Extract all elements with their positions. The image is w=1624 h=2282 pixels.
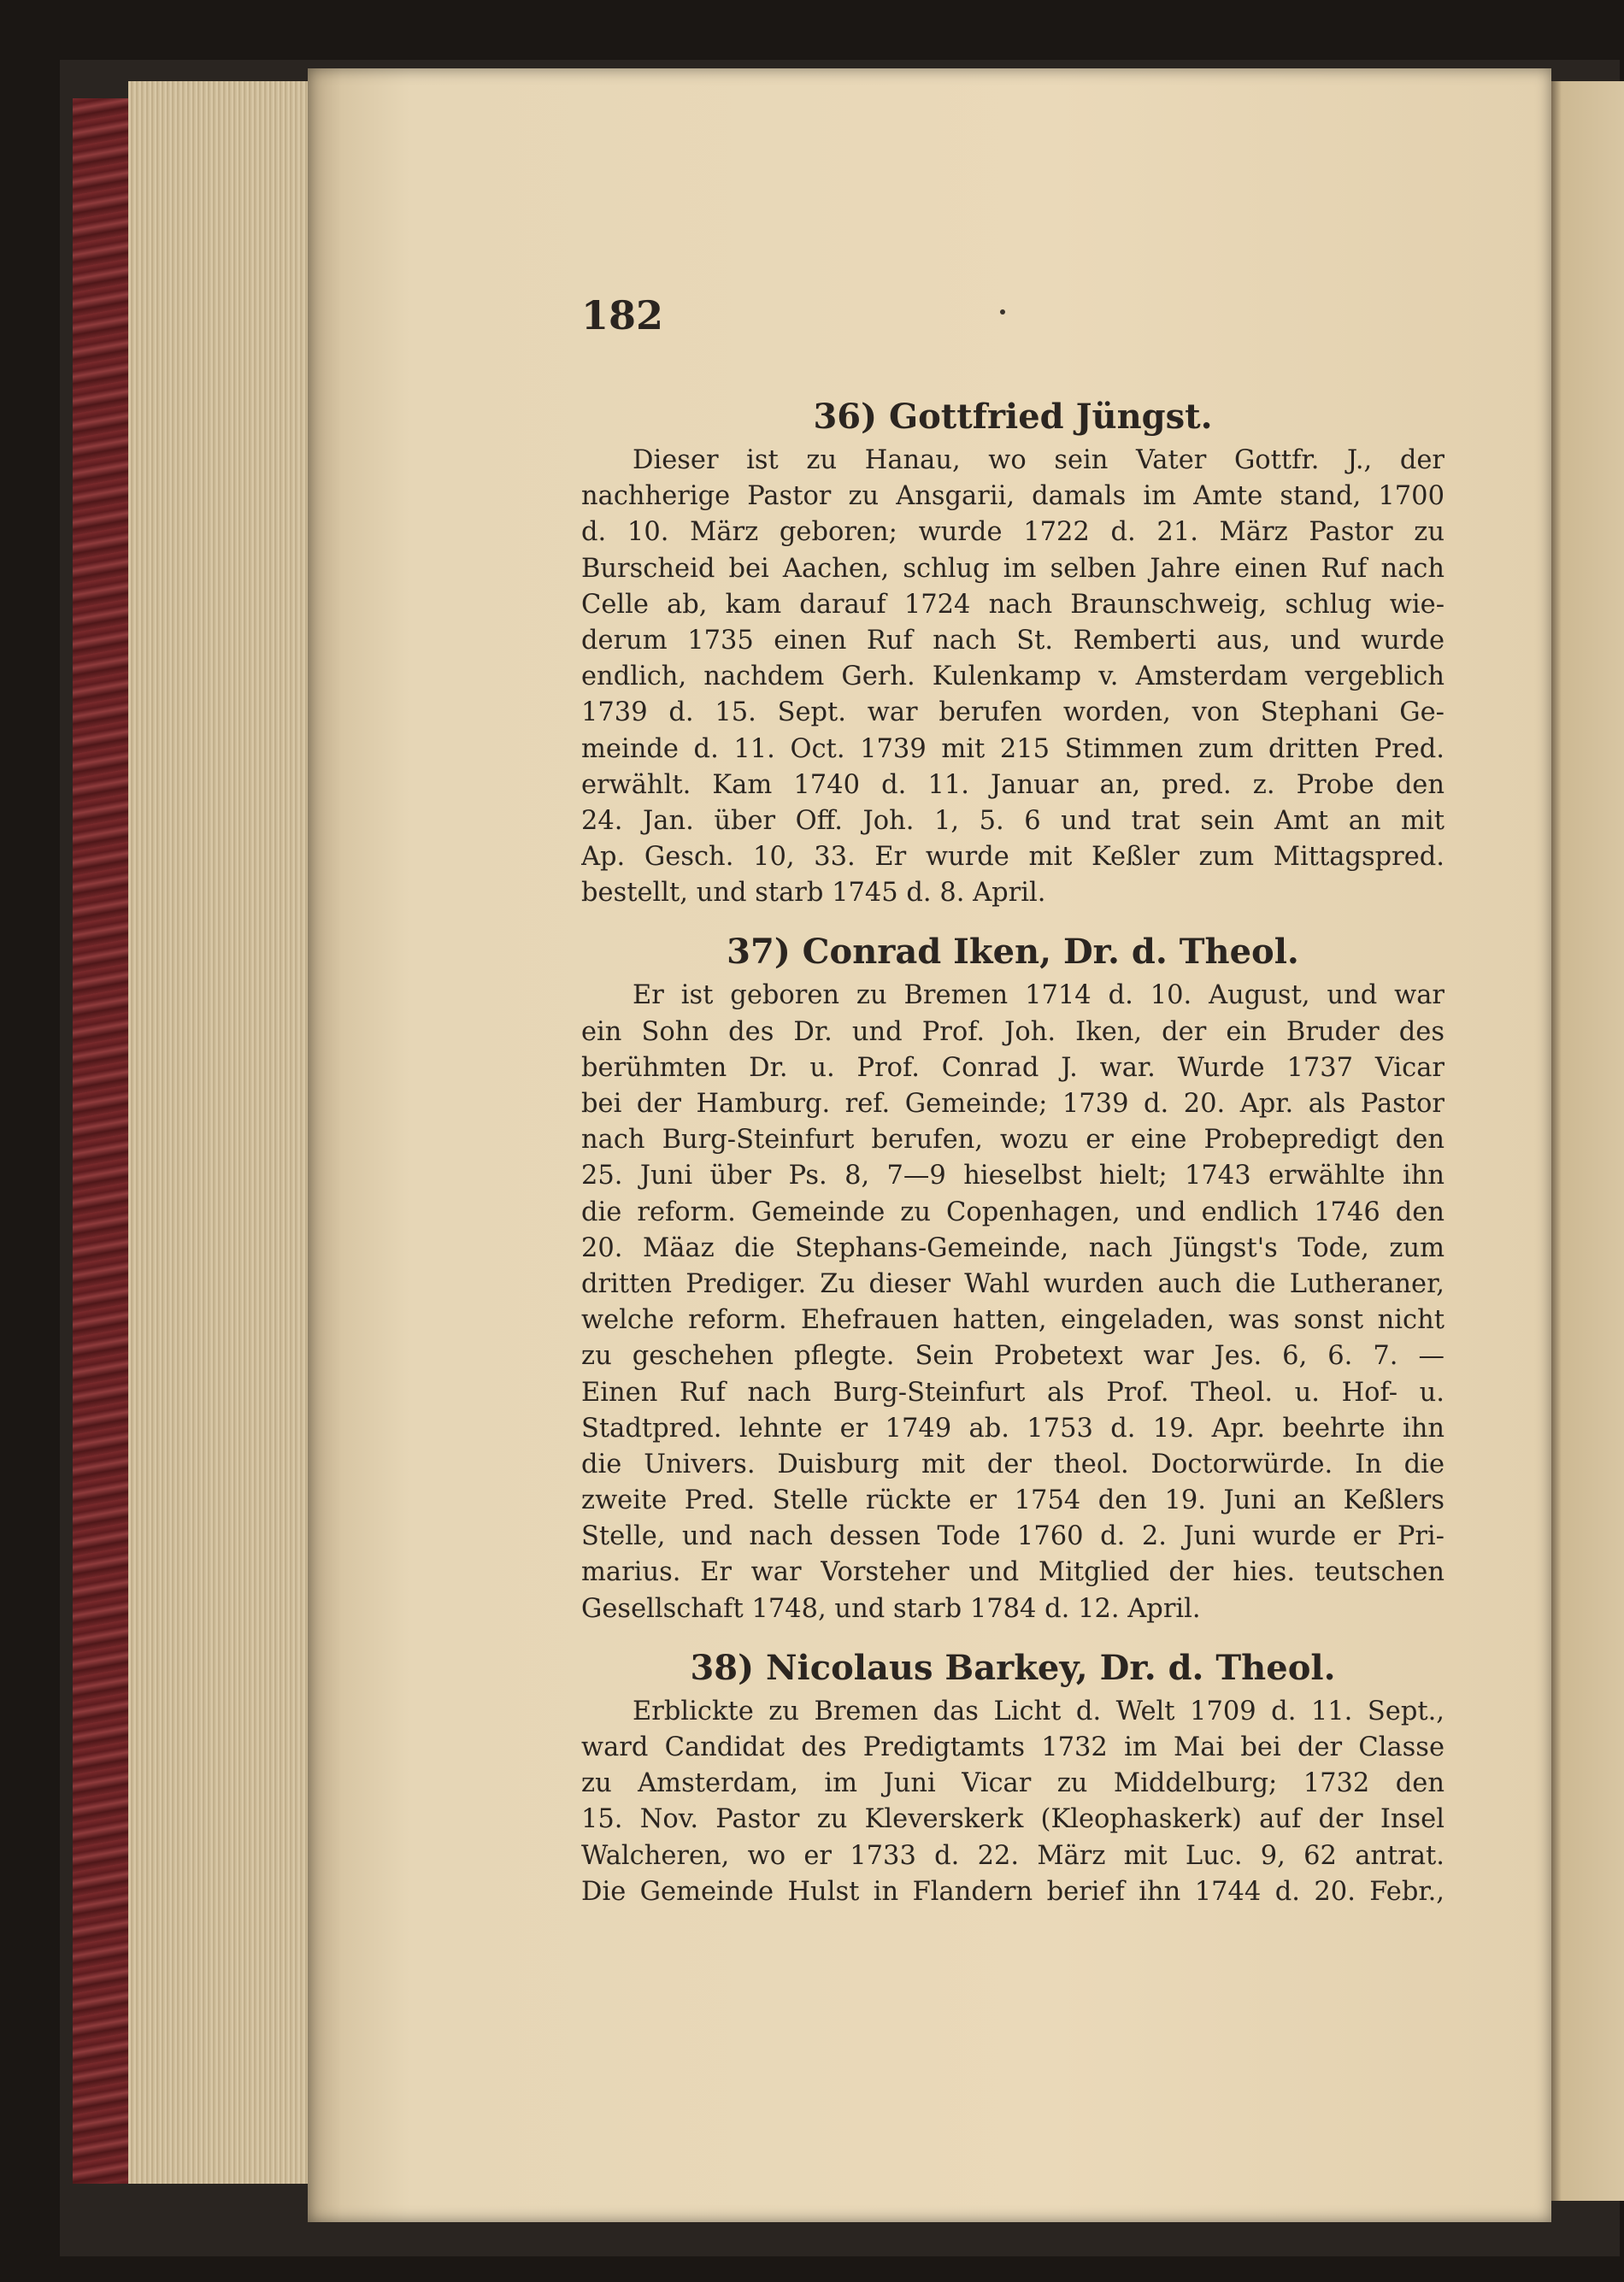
text-line: bestellt, und starb 1745 d. 8. April. [581,878,1046,909]
text-line: Gesellschaft 1748, und starb 1784 d. 12. April. [581,1593,1201,1624]
marbled-binding [73,98,132,2184]
text-line: zu Amsterdam, im Juni Vicar zu Middelburg; 1732 den [581,1768,1445,1799]
text-line: zweite Pred. Stelle rückte er 1754 den 19. Juni an Keßlers [581,1485,1445,1516]
text-line: marius. Er war Vorsteher und Mitglied der hies. teutschen [581,1557,1445,1588]
text-line: nach Burg-Steinfurt berufen, wozu er eine Probepredigt den [581,1125,1445,1156]
text-line: 15. Nov. Pastor zu Kleverskerk (Kleophaskerk) auf der Insel [581,1804,1445,1835]
text-line: derum 1735 einen Ruf nach St. Remberti aus, und wurde [581,625,1445,656]
text-line: Die Gemeinde Hulst in Flandern berief ihn 1744 d. 20. Febr., [581,1876,1445,1907]
text-line: Walcheren, wo er 1733 d. 22. März mit Luc. 9, 62 antrat. [581,1840,1445,1871]
text-line: zu geschehen pflegte. Sein Probetext war Jes. 6, 6. 7. — [581,1341,1445,1372]
section-heading: 37) Conrad Iken, Dr. d. Theol. [727,932,1299,973]
page-edges [128,81,329,2184]
text-line: Stelle, und nach dessen Tode 1760 d. 2. Juni wurde er Pri- [581,1521,1445,1552]
section-38 [581,1643,1445,1910]
text-line: die reform. Gemeinde zu Copenhagen, und endlich 1746 den [581,1197,1445,1227]
text-line: Stadtpred. lehnte er 1749 ab. 1753 d. 19. Apr. beehrte ihn [581,1413,1445,1444]
text-line: meinde d. 11. Oct. 1739 mit 215 Stimmen zum dritten Pred. [581,733,1445,764]
text-line: nachherige Pastor zu Ansgarii, damals im Amte stand, 1700 [581,481,1445,512]
text-line: dritten Prediger. Zu dieser Wahl wurden auch die Lutheraner, [581,1268,1445,1299]
section-37 [581,926,1445,1626]
text-line: endlich, nachdem Gerh. Kulenkamp v. Amsterdam vergeblich [581,662,1445,692]
text-line: ein Sohn des Dr. und Prof. Joh. Iken, der ein Bruder des [581,1016,1445,1047]
text-line: Dieser ist zu Hanau, wo sein Vater Gottfr. J., der [633,445,1445,475]
page-text [581,291,1445,1910]
text-line: berühmten Dr. u. Prof. Conrad J. war. Wurde 1737 Vicar [581,1052,1445,1083]
section-heading: 38) Nicolaus Barkey, Dr. d. Theol. [690,1647,1336,1688]
text-line: welche reform. Ehefrauen hatten, eingeladen, was sonst nicht [581,1305,1445,1336]
text-line: Ap. Gesch. 10, 33. Er wurde mit Keßler zum Mittagspred. [581,842,1445,873]
text-line: Einen Ruf nach Burg-Steinfurt als Prof. Theol. u. Hof- u. [581,1377,1445,1408]
text-line: 1739 d. 15. Sept. war berufen worden, von Stephani Ge- [581,697,1445,728]
text-line: 24. Jan. über Off. Joh. 1, 5. 6 und trat sein Amt an mit [581,805,1445,836]
page-number: 182 [581,292,664,338]
text-line: Celle ab, kam darauf 1724 nach Braunschweig, schlug wie- [581,589,1445,620]
text-line: 25. Juni über Ps. 8, 7—9 hieselbst hielt; 1743 erwählte ihn [581,1161,1445,1191]
text-line: erwählt. Kam 1740 d. 11. Januar an, pred. z. Probe den [581,769,1445,800]
section-36 [581,391,1445,911]
text-line: Erblickte zu Bremen das Licht d. Welt 1709 d. 11. Sept., [633,1696,1445,1726]
text-line: die Univers. Duisburg mit der theol. Doctorwürde. In die [581,1449,1445,1479]
text-line: Burscheid bei Aachen, schlug im selben Jahre einen Ruf nach [581,553,1445,584]
text-line: ward Candidat des Predigtamts 1732 im Mai bei der Classe [581,1732,1445,1762]
text-line: 20. Mäaz die Stephans-Gemeinde, nach Jüngst's Tode, zum [581,1232,1445,1263]
facing-page-edge [1551,81,1624,2201]
section-heading: 36) Gottfried Jüngst. [813,397,1213,437]
text-line: d. 10. März geboren; wurde 1722 d. 21. März Pastor zu [581,517,1445,548]
text-line: bei der Hamburg. ref. Gemeinde; 1739 d. 20. Apr. als Pastor [581,1089,1445,1119]
text-line: Er ist geboren zu Bremen 1714 d. 10. August, und war [633,980,1445,1011]
